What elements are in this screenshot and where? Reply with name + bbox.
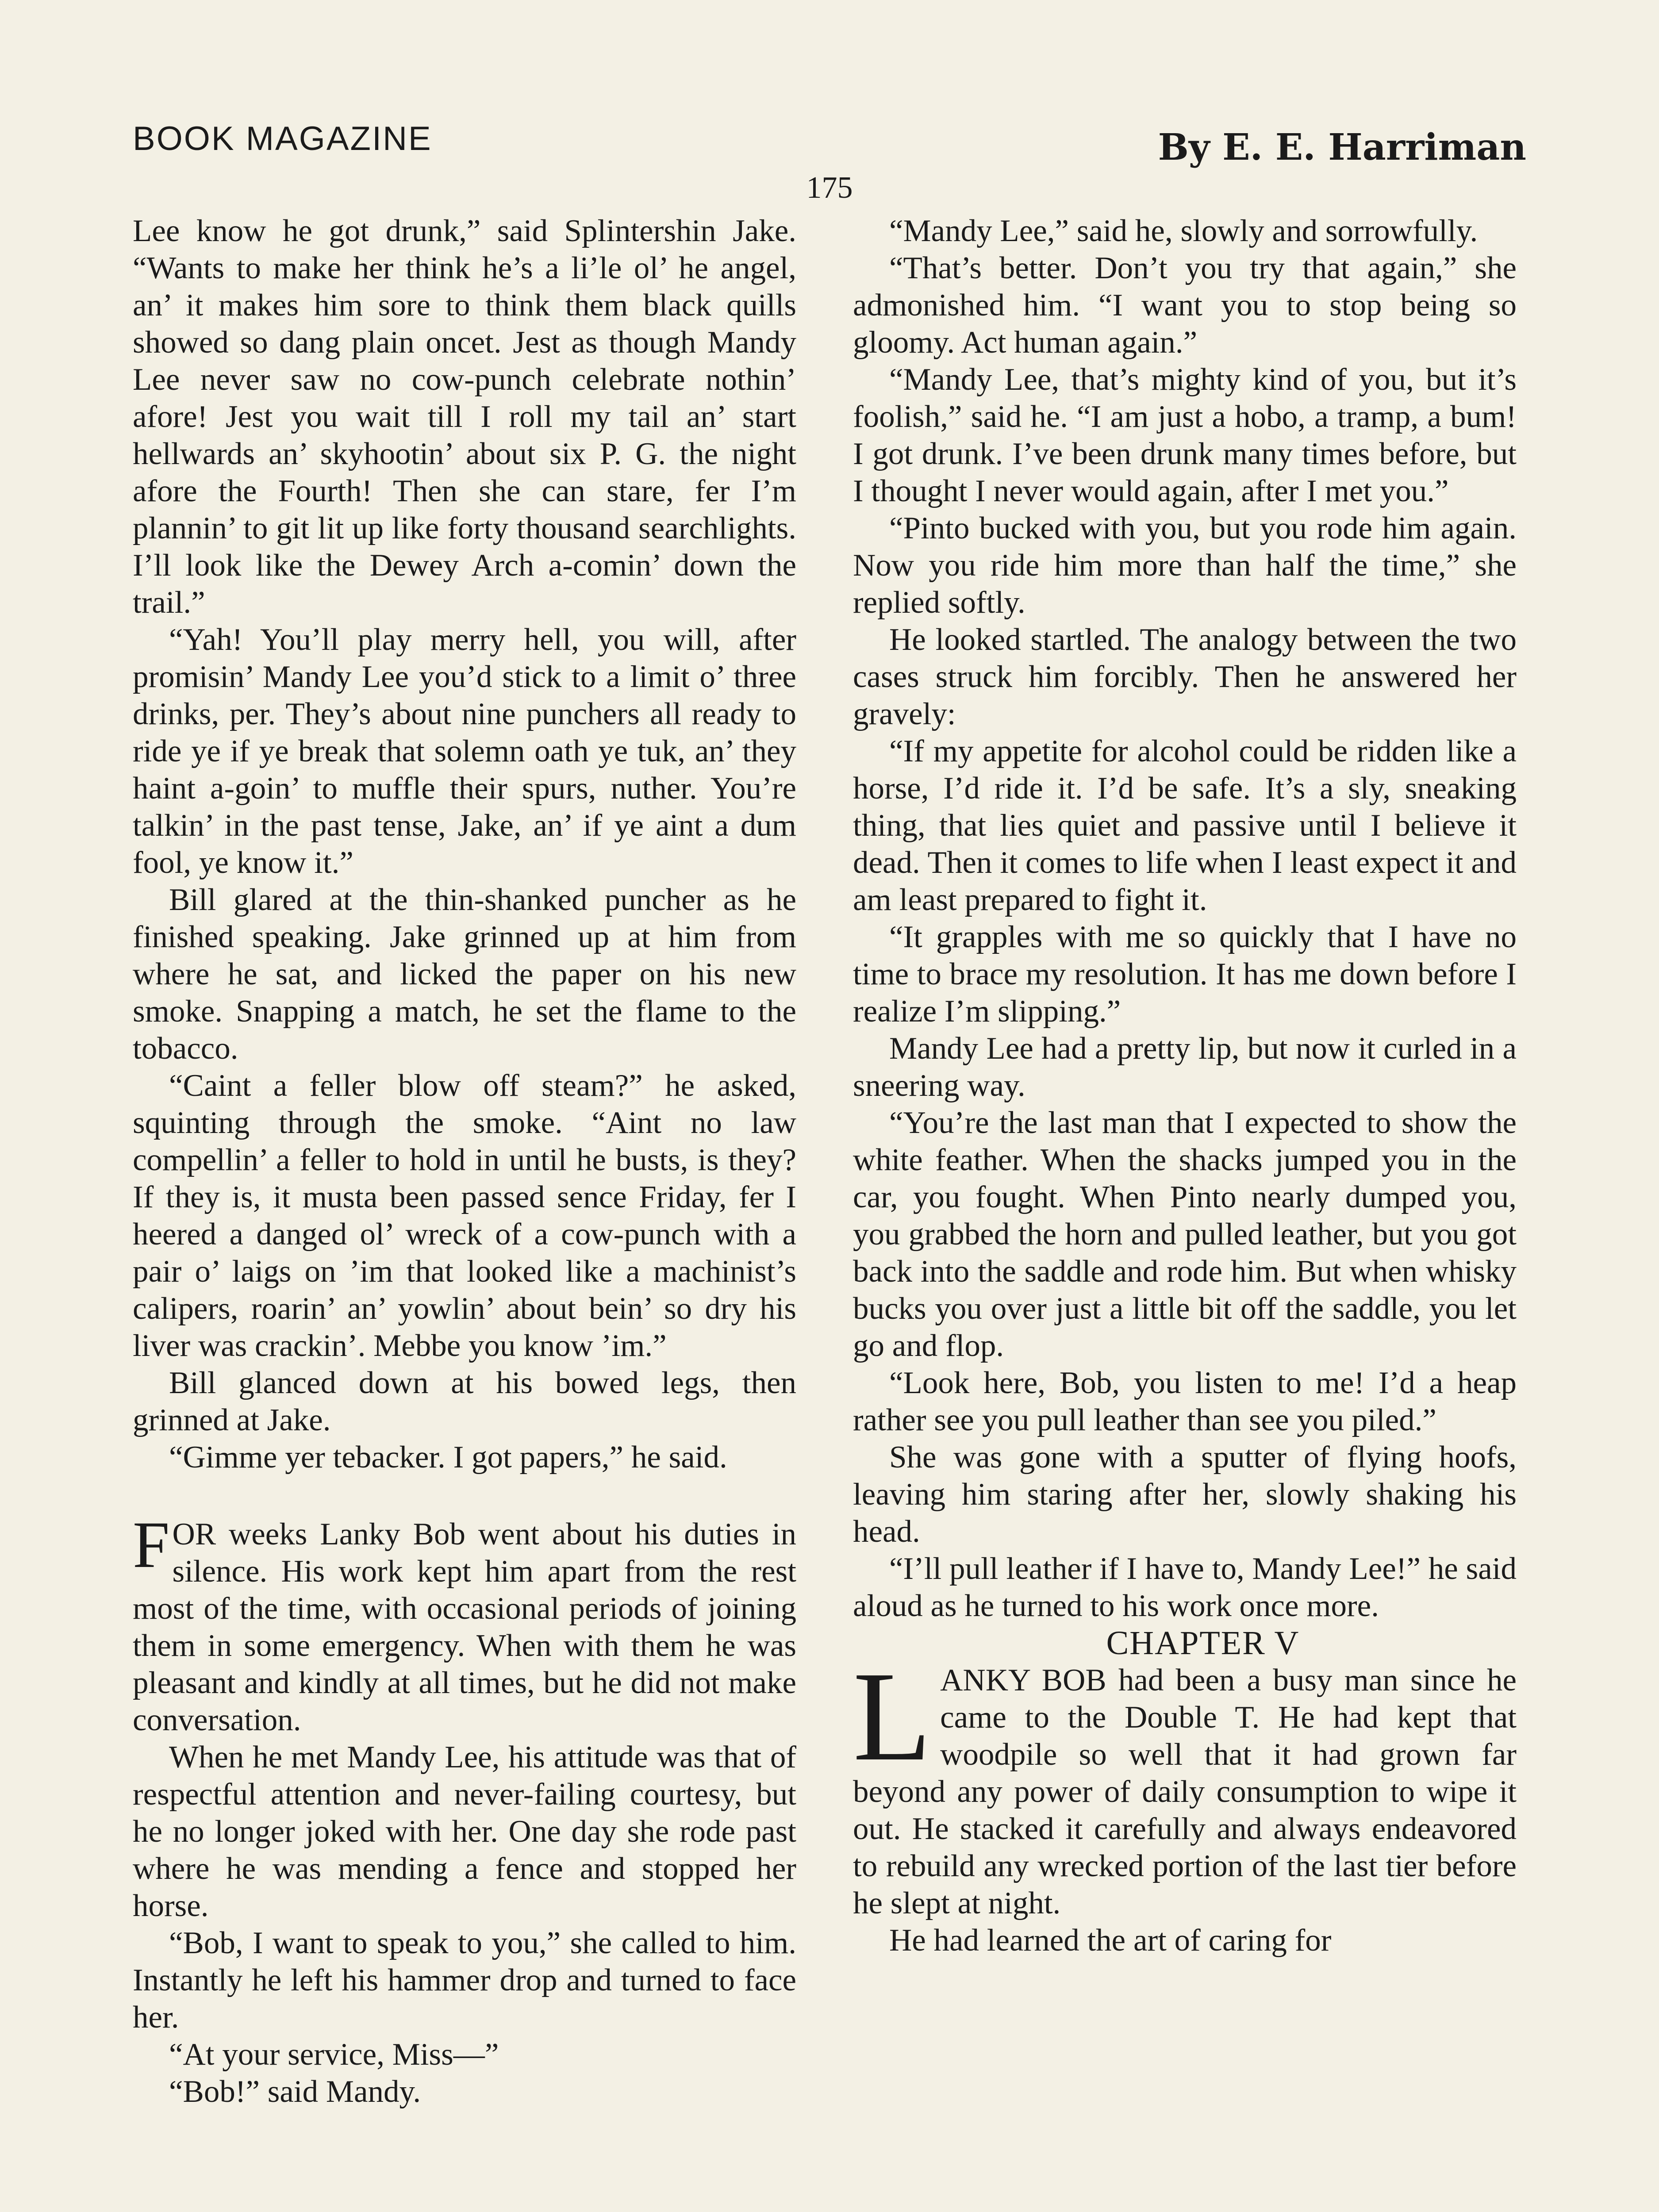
- paragraph: “Bob, I want to speak to you,” she called to him. Instantly he left his hammer drop and turned to face her.: [133, 1926, 796, 2035]
- paragraph: “Yah! You’ll play merry hell, you will, after promisin’ Mandy Lee you’d stick to a limit o’ three drinks, per. They’s about nine punchers all ready to ride ye if ye break that solemn oath ye tuk, an’ they haint a-goin’ to muffle their spurs, nuther. You’re talkin’ in the past tense, Jake, an’ if ye aint a dum fool, ye know it.”: [133, 622, 796, 880]
- author-byline: By E. E. Harriman: [1158, 126, 1526, 169]
- paragraph: Lee know he got drunk,” said Splintershin Jake. “Wants to make her think he’s a li’le ol’ he angel, an’ it makes him sore to think them black quills showed so dang plain oncet. Jest as though Mandy Lee never saw no cow-punch celebrate nothin’ afore! Jest you wait till I roll my tail an’ start hellwards an’ skyhootin’ about six P. G. the night afore the Fourth! Then she can stare, fer I’m plannin’ to git lit up like forty thousand searchlights. I’ll look like the Dewey Arch a-comin’ down the trail.”: [133, 214, 796, 620]
- chapter-opening-text: ANKY BOB had been a busy man since he came to the Double T. He had kept that woodpile so well that it had grown far beyond any power of daily consumption to wipe it out. He stacked it carefully and always endeavored to rebuild any wrecked portion of the last tier before he slept at night.: [853, 1663, 1517, 1920]
- paragraph: “Caint a feller blow off steam?” he asked, squinting through the smoke. “Aint no law compellin’ a feller to hold in until he busts, is they? If they is, it musta been passed sence Friday, fer I heered a danged ol’ wreck of a cow-punch with a pair o’ laigs on ’im that looked like a machinist’s calipers, roarin’ an’ yowlin’ about bein’ so dry his liver was crackin’. Mebbe you know ’im.”: [133, 1068, 796, 1363]
- right-column: [853, 212, 1517, 1959]
- paragraph: “It grapples with me so quickly that I have no time to brace my resolution. It has me down before I realize I’m slipping.”: [853, 920, 1517, 1029]
- paragraph: “Pinto bucked with you, but you rode him again. Now you ride him more than half the time,” she replied softly.: [853, 511, 1517, 620]
- chapter-heading: CHAPTER V: [1106, 1624, 1300, 1662]
- paragraph: “That’s better. Don’t you try that again,” she admonished him. “I want you to stop being so gloomy. Act human again.”: [853, 251, 1517, 360]
- paragraph: “Gimme yer tebacker. I got papers,” he said.: [169, 1440, 727, 1475]
- paragraph: When he met Mandy Lee, his attitude was that of respectful attention and never-failing courtesy, but he no longer joked with her. One day she rode past where he was mending a fence and stopped her horse.: [133, 1740, 796, 1923]
- paragraph: “Look here, Bob, you listen to me! I’d a heap rather see you pull leather than see you piled.”: [853, 1366, 1517, 1437]
- paragraph: “If my appetite for alcohol could be ridden like a horse, I’d ride it. I’d be safe. It’s a sly, sneaking thing, that lies quiet and passive until I believe it dead. Then it comes to life when I least expect it and am least prepared to fight it.: [853, 734, 1517, 917]
- paragraph: “You’re the last man that I expected to show the white feather. When the shacks jumped you in the car, you fought. When Pinto nearly dumped you, you grabbed the horn and pulled leather, but you got back into the saddle and rode him. But when whisky bucks you over just a little bit off the saddle, you let go and flop.: [853, 1106, 1517, 1363]
- drop-cap: L: [853, 1645, 932, 1787]
- paragraph: “Mandy Lee,” said he, slowly and sorrowfully.: [889, 214, 1478, 248]
- paragraph: He looked startled. The analogy between the two cases struck him forcibly. Then he answered her gravely:: [853, 622, 1517, 731]
- paragraph: “Mandy Lee, that’s mighty kind of you, but it’s foolish,” said he. “I am just a hobo, a tramp, a bum! I got drunk. I’ve been drunk many times before, but I thought I never would again, after I met you.”: [853, 362, 1517, 508]
- left-column: [133, 212, 796, 2110]
- paragraph: “I’ll pull leather if I have to, Mandy Lee!” he said aloud as he turned to his work once more.: [853, 1551, 1517, 1623]
- section-opening-paragraph: [133, 1508, 796, 1739]
- magazine-title: BOOK MAGAZINE: [133, 120, 432, 157]
- section-opening-text: OR weeks Lanky Bob went about his duties in silence. His work kept him apart from the rest most of the time, with occasional periods of joining them in some emergency. When with them he was pleasant and kindly at all times, but he did not make conversation.: [133, 1517, 796, 1737]
- page-number: 175: [806, 171, 853, 205]
- paragraph: “At your service, Miss—”: [169, 2037, 499, 2072]
- paragraph: Bill glared at the thin-shanked puncher as he finished speaking. Jake grinned up at him from where he sat, and licked the paper on his new smoke. Snapping a match, he set the flame to the tobacco.: [133, 883, 796, 1066]
- paragraph: Mandy Lee had a pretty lip, but now it curled in a sneering way.: [853, 1031, 1517, 1103]
- chapter-opening-paragraph: [853, 1645, 1517, 1922]
- paragraph: “Bob!” said Mandy.: [169, 2074, 421, 2109]
- paragraph: Bill glanced down at his bowed legs, then grinned at Jake.: [133, 1366, 796, 1437]
- drop-cap: F: [133, 1508, 170, 1582]
- paragraph: She was gone with a sputter of flying hoofs, leaving him staring after her, slowly shaking his head.: [853, 1440, 1517, 1549]
- paragraph: He had learned the art of caring for: [889, 1923, 1332, 1958]
